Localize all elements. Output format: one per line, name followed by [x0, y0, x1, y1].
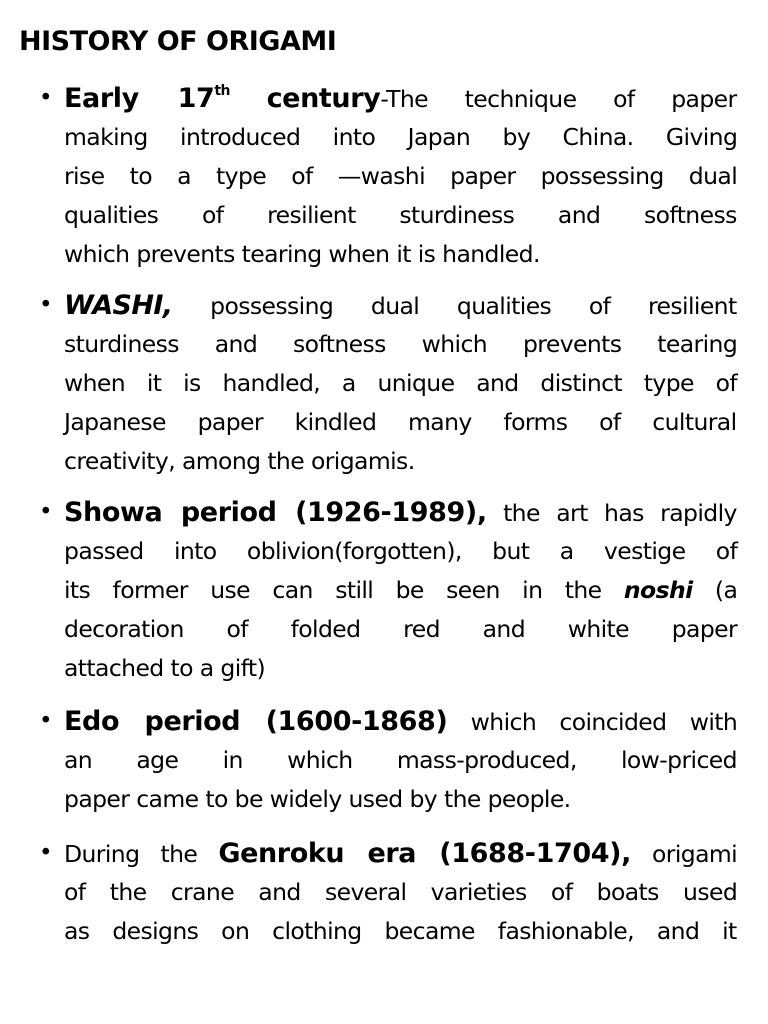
- text-line: [64, 286, 737, 325]
- text-run: (a: [692, 576, 738, 604]
- text-line: an age in which mass-produced, low-priced: [64, 746, 737, 774]
- bold-term: Early 17: [64, 83, 215, 114]
- text-run: During the: [64, 840, 219, 868]
- text-run: which coincided with: [447, 708, 738, 736]
- text-line: making introduced into Japan by China. Giving: [64, 123, 738, 151]
- bold-term: Edo period (1600-1868): [64, 706, 448, 737]
- bullet-dot: •: [39, 85, 53, 111]
- text-line: Japanese paper kindled many forms of cultural: [64, 408, 737, 436]
- page-title: HISTORY OF ORIGAMI: [19, 26, 337, 57]
- text-run: the art has rapidly: [486, 499, 737, 527]
- bold-term: century: [266, 83, 381, 114]
- text-line: decoration of folded red and white paper: [64, 615, 738, 643]
- bullet-dot: •: [39, 708, 53, 734]
- text-line: rise to a type of —washi paper possessing dual: [64, 162, 738, 190]
- bullet-item-genroku-era: [39, 834, 738, 951]
- text-line: creativity, among the origamis.: [64, 447, 415, 475]
- text-run: its former use can still be seen in the: [64, 576, 624, 604]
- bold-italic-term: WASHI,: [64, 290, 173, 321]
- text-line: which prevents tearing when it is handled.: [64, 240, 540, 268]
- text-line: qualities of resilient sturdiness and softness: [64, 201, 737, 229]
- text-run: possessing dual qualities of resilient: [172, 292, 737, 320]
- text-line: when it is handled, a unique and distinct type of: [64, 369, 738, 397]
- text-line: [64, 834, 737, 873]
- bullet-dot: •: [39, 292, 53, 318]
- text-line: attached to a gift): [64, 654, 266, 682]
- text-line: [64, 493, 737, 532]
- text-run: -The technique of paper: [380, 85, 737, 113]
- bullet-dot: •: [39, 499, 53, 525]
- superscript: th: [214, 83, 230, 99]
- text-line: paper came to be widely used by the people.: [64, 785, 571, 813]
- bullet-dot: •: [39, 840, 53, 866]
- text-line: as designs on clothing became fashionable, and it: [64, 917, 737, 945]
- text-line: [64, 702, 737, 741]
- bold-term: Showa period (1926-1989),: [64, 497, 487, 528]
- bullet-item-early-17th-century: [39, 79, 738, 274]
- text-line: sturdiness and softness which prevents tearing: [64, 330, 738, 358]
- bold-italic-term: noshi: [623, 576, 693, 604]
- bold-term: Genroku era (1688-1704),: [218, 838, 631, 869]
- bullet-item-showa-period: [39, 493, 738, 688]
- bullet-item-edo-period: [39, 702, 738, 819]
- bullet-item-washi: [39, 286, 738, 481]
- text-line: [64, 571, 737, 610]
- text-line: passed into oblivion(forgotten), but a vestige of: [64, 537, 738, 565]
- text-line: [64, 79, 737, 118]
- text-run: origami: [630, 840, 738, 868]
- text-line: of the crane and several varieties of boats used: [64, 878, 738, 906]
